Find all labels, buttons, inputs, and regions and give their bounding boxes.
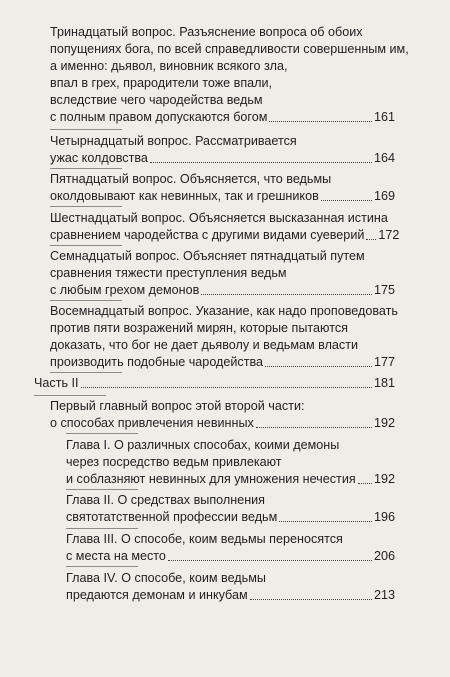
entry-line: вследствие чего чародейства ведьм xyxy=(50,93,263,107)
page-number: 161 xyxy=(373,110,395,124)
entry-line: через посредство ведьм привлекают xyxy=(66,455,282,469)
entry-line: Семнадцатый вопрос. Объясняет пятнадцатый путем xyxy=(50,249,365,263)
page-number: 192 xyxy=(373,416,395,430)
dot-leader xyxy=(321,200,372,201)
entry-line: предаются демонам и инкубам xyxy=(66,588,248,602)
page-number: 196 xyxy=(373,510,395,524)
entry-line: с полным правом допускаются богом xyxy=(50,110,268,124)
dot-leader xyxy=(279,521,372,522)
entry-line: Четырнадцатый вопрос. Рассматривается xyxy=(50,134,297,148)
entry-separator xyxy=(66,433,138,434)
toc-entry-chapter-1[interactable] xyxy=(66,437,395,488)
entry-separator xyxy=(66,528,138,529)
dot-leader xyxy=(358,483,372,484)
entry-line: а именно: дьявол, виновник всякого зла, xyxy=(50,59,288,73)
page-number: 172 xyxy=(378,228,400,242)
dot-leader xyxy=(256,427,372,428)
entry-line: и соблазняют невинных для умножения нечестия xyxy=(66,472,356,486)
entry-line: производить подобные чародейства xyxy=(50,355,264,369)
entry-line: Часть II xyxy=(34,376,79,390)
toc-entry-question-13[interactable] xyxy=(50,24,409,126)
dot-leader xyxy=(150,162,372,163)
page-number: 175 xyxy=(373,283,395,297)
page-number: 169 xyxy=(373,189,395,203)
entry-line: ужас колдовства xyxy=(50,151,148,165)
entry-line: Восемнадцатый вопрос. Указание, как надо проповедовать xyxy=(50,304,398,318)
dot-leader xyxy=(250,599,372,600)
toc-entry-first-main-question[interactable] xyxy=(50,398,395,432)
page-number: 192 xyxy=(373,472,395,486)
entry-line: сравнением чародейства с другими видами суеверий xyxy=(50,228,365,242)
toc-entry-question-15[interactable] xyxy=(50,171,395,205)
entry-line: доказать, что бог не дает дьяволу и ведьмам власти xyxy=(50,338,359,352)
entry-separator xyxy=(34,395,106,396)
page-number: 164 xyxy=(373,151,395,165)
dot-leader xyxy=(168,560,372,561)
dot-leader xyxy=(366,239,376,240)
entry-line: Глава II. О средствах выполнения xyxy=(66,493,266,507)
entry-separator xyxy=(50,372,122,373)
page-number: 181 xyxy=(373,376,395,390)
entry-line: Глава III. О способе, коим ведьмы переносятся xyxy=(66,532,343,546)
toc-entry-question-16[interactable] xyxy=(50,210,400,244)
entry-line: святотатственной профессии ведьм xyxy=(66,510,278,524)
dot-leader xyxy=(201,294,372,295)
dot-leader xyxy=(81,387,372,388)
entry-line: впал в грех, прародители тоже впали, xyxy=(50,76,273,90)
page-number: 206 xyxy=(373,549,395,563)
entry-separator xyxy=(50,168,122,169)
entry-line: попущениях бога, по всей справедливости совершенным им, xyxy=(50,42,409,56)
entry-separator xyxy=(66,489,138,490)
entry-separator xyxy=(50,129,122,130)
entry-line: с любым грехом демонов xyxy=(50,283,200,297)
page-number: 177 xyxy=(373,355,395,369)
toc-entry-part-2[interactable] xyxy=(34,375,395,392)
entry-separator xyxy=(50,206,122,207)
toc-entry-question-17[interactable] xyxy=(50,248,395,299)
entry-line: с места на место xyxy=(66,549,166,563)
entry-separator xyxy=(50,245,122,246)
entry-line: Глава IV. О способе, коим ведьмы xyxy=(66,571,266,585)
toc-entry-question-18[interactable] xyxy=(50,303,398,371)
entry-line: Пятнадцатый вопрос. Объясняется, что ведьмы xyxy=(50,172,332,186)
entry-line: Тринадцатый вопрос. Разъяснение вопроса об обоих xyxy=(50,25,363,39)
entry-line: околдовывают как невинных, так и грешников xyxy=(50,189,319,203)
entry-line: Первый главный вопрос этой второй части: xyxy=(50,399,305,413)
toc-entry-question-14[interactable] xyxy=(50,133,395,167)
dot-leader xyxy=(265,366,372,367)
toc-entry-chapter-4[interactable] xyxy=(66,570,395,604)
entry-separator xyxy=(66,566,138,567)
entry-line: сравнения тяжести преступления ведьм xyxy=(50,266,287,280)
toc-entry-chapter-2[interactable] xyxy=(66,492,395,526)
dot-leader xyxy=(269,121,372,122)
entry-separator xyxy=(50,300,122,301)
page-number: 213 xyxy=(373,588,395,602)
entry-line: о способах привлечения невинных xyxy=(50,416,254,430)
entry-line: Глава I. О различных способах, коими демоны xyxy=(66,438,340,452)
entry-line: против пяти возражений мирян, которые пытаются xyxy=(50,321,348,335)
toc-entry-chapter-3[interactable] xyxy=(66,531,395,565)
entry-line: Шестнадцатый вопрос. Объясняется высказанная истина xyxy=(50,211,388,225)
